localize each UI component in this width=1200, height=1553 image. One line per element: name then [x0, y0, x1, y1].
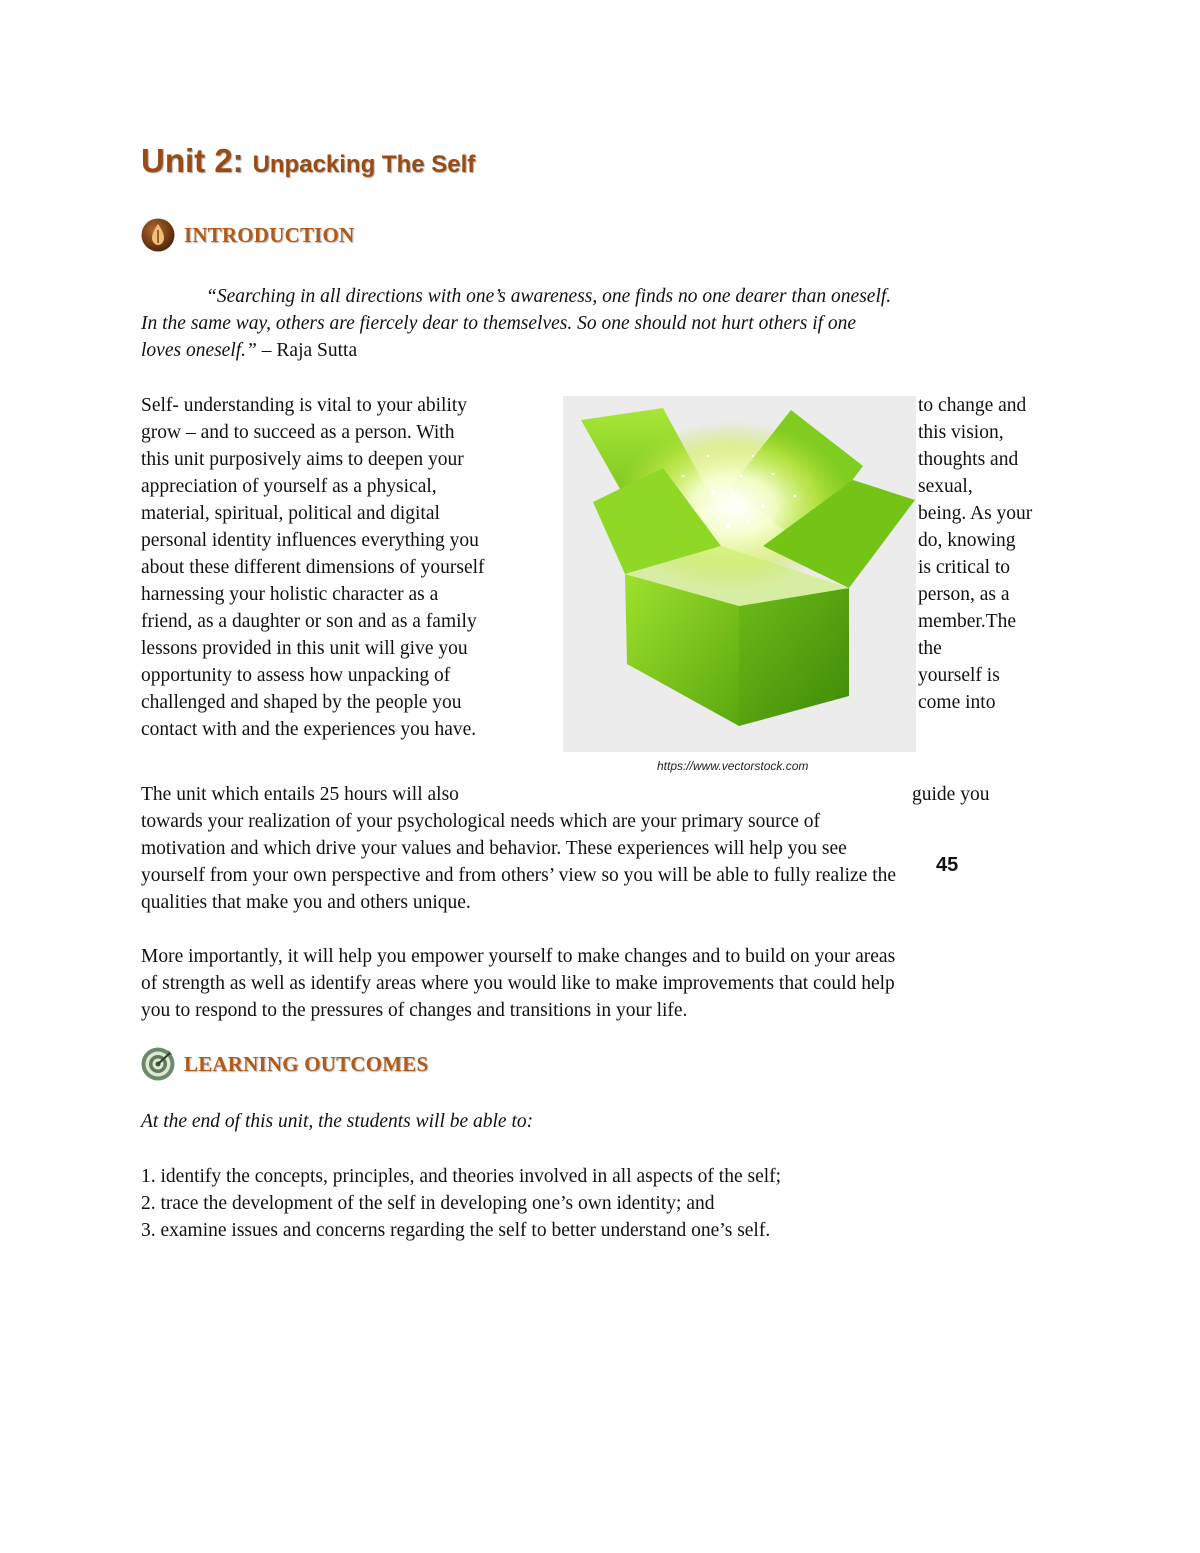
wrap-left-line: personal identity influences everything you [141, 530, 479, 551]
wrap-left-line: lessons provided in this unit will give you [141, 638, 468, 659]
wrap-right-line: the [918, 638, 942, 659]
wrap-right-line: come into [918, 692, 996, 713]
introduction-label: INTRODUCTION [184, 222, 355, 247]
wrap-right-line: yourself is [918, 665, 1000, 686]
unit-title [141, 142, 475, 180]
wrap-right-line: sexual, [918, 476, 973, 497]
unit-subtitle: Unpacking The Self [252, 151, 476, 178]
para2-right: guide you [912, 784, 990, 805]
para2-line: towards your realization of your psychological needs which are your primary source of [141, 811, 821, 832]
quote-end: loves oneself.” [141, 340, 257, 361]
outcome-item: 1. identify the concepts, principles, and theories involved in all aspects of the self; [141, 1166, 782, 1187]
outcome-item: 2. trace the development of the self in developing one’s own identity; and [141, 1193, 715, 1214]
wrap-left-line: challenged and shaped by the people you [141, 692, 462, 713]
para2-left: The unit which entails 25 hours will also [141, 784, 459, 805]
wrap-right-line: this vision, [918, 422, 1004, 443]
wrap-left-line: about these different dimensions of yourself [141, 557, 485, 578]
para2-line: motivation and which drive your values and behavior. These experiences will help you see [141, 838, 847, 859]
wrap-right-line: being. As your [918, 503, 1033, 524]
outcomes-intro: At the end of this unit, the students will be able to: [141, 1111, 534, 1132]
leaf-drop-icon [141, 218, 175, 252]
wrap-left-line: this unit purposively aims to deepen your [141, 449, 464, 470]
wrap-left-line: Self- understanding is vital to your ability [141, 395, 468, 416]
target-icon [141, 1047, 175, 1081]
quote-line-3 [141, 338, 357, 364]
para3-line: More importantly, it will help you empower yourself to make changes and to build on your areas [141, 946, 896, 967]
quote-attribution: – Raja Sutta [256, 340, 358, 361]
wrap-right-line: to change and [918, 395, 1027, 416]
wrap-left-line: opportunity to assess how unpacking of [141, 665, 451, 686]
wrap-left-line: friend, as a daughter or son and as a family [141, 611, 477, 632]
wrap-left-line: harnessing your holistic character as a [141, 584, 439, 605]
quote-line-1: “Searching in all directions with one’s awareness, one finds no one dearer than oneself. [206, 286, 892, 307]
learning-outcomes-label: LEARNING OUTCOMES [184, 1051, 429, 1076]
image-credit: https://www.vectorstock.com [657, 759, 809, 773]
learning-outcomes-heading [141, 1047, 428, 1081]
para2-line: qualities that make you and others unique. [141, 892, 471, 913]
quote-line-2: In the same way, others are fiercely dear to themselves. So one should not hurt others if one [141, 313, 857, 334]
page-number: 45 [936, 854, 959, 876]
para3-line: you to respond to the pressures of changes and transitions in your life. [141, 1000, 688, 1021]
wrap-right-line: do, knowing [918, 530, 1016, 551]
wrap-left-line: grow – and to succeed as a person. With [141, 422, 455, 443]
introduction-heading [141, 218, 354, 252]
wrap-right-line: member.The [918, 611, 1017, 632]
wrap-right-line: thoughts and [918, 449, 1019, 470]
wrap-left-line: material, spiritual, political and digital [141, 503, 440, 524]
open-box-illustration [563, 396, 916, 752]
para2-line: yourself from your own perspective and from others’ view so you will be able to fully realize the [141, 865, 897, 886]
green-gift-box-image [563, 396, 916, 752]
para3-line: of strength as well as identify areas where you would like to make improvements that could help [141, 973, 895, 994]
wrap-right-line: is critical to [918, 557, 1011, 578]
wrap-left-line: appreciation of yourself as a physical, [141, 476, 437, 497]
wrap-left-line: contact with and the experiences you have. [141, 719, 477, 740]
unit-number: Unit 2: [141, 142, 244, 179]
wrap-right-line: person, as a [918, 584, 1010, 605]
outcome-item: 3. examine issues and concerns regarding the self to better understand one’s self. [141, 1220, 771, 1241]
